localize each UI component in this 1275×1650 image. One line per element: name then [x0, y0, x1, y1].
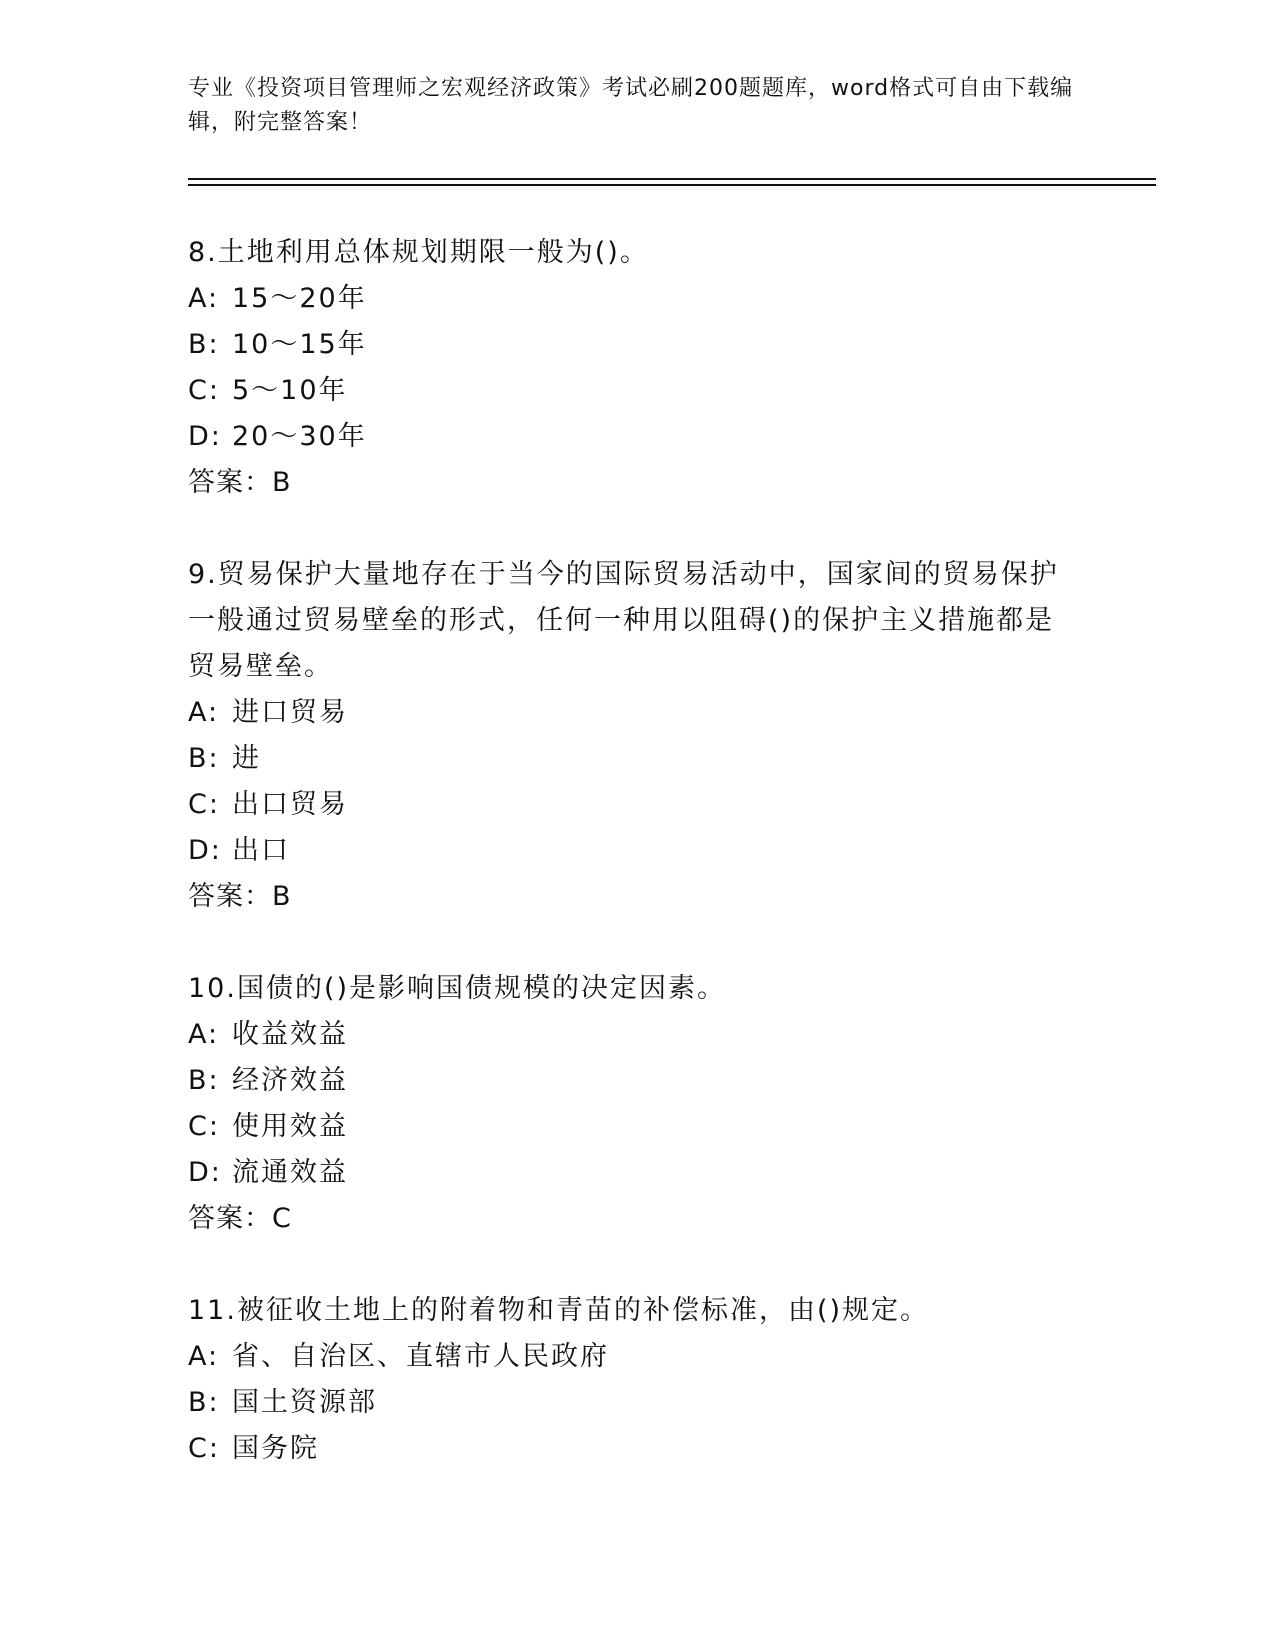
option-d	[188, 828, 1078, 874]
question-stem: 9.贸易保护大量地存在于当今的国际贸易活动中，国家间的贸易保护一般通过贸易壁垒的形式，任何一种用以阻碍()的保护主义措施都是贸易壁垒。	[188, 559, 1059, 682]
option-letter: B:	[188, 1387, 220, 1418]
question-10	[188, 966, 1078, 1242]
option-text: 省、自治区、直辖市人民政府	[232, 1341, 609, 1372]
question-list	[188, 230, 1078, 1518]
option-b	[188, 736, 1078, 782]
option-b	[188, 1058, 1078, 1104]
option-letter: D:	[188, 421, 222, 452]
option-a	[188, 690, 1078, 736]
option-letter: B:	[188, 743, 220, 774]
option-c	[188, 1104, 1078, 1150]
option-a	[188, 1334, 1078, 1380]
option-letter: A:	[188, 283, 220, 314]
option-text: 进	[232, 743, 261, 774]
option-d	[188, 1150, 1078, 1196]
option-b	[188, 1380, 1078, 1426]
option-c	[188, 1426, 1078, 1472]
option-text: 10～15年	[232, 329, 367, 360]
question-9	[188, 552, 1078, 920]
option-letter: C:	[188, 375, 220, 406]
option-letter: C:	[188, 1433, 220, 1464]
option-text: 出口贸易	[232, 789, 348, 820]
header-divider-bottom	[188, 184, 1156, 186]
option-text: 出口	[232, 835, 290, 866]
option-text: 15～20年	[232, 283, 367, 314]
option-letter: A:	[188, 1019, 220, 1050]
question-stem: 8.土地利用总体规划期限一般为()。	[188, 237, 649, 268]
answer-line: 答案：B	[188, 467, 292, 498]
option-text: 国土资源部	[232, 1387, 377, 1418]
option-letter: B:	[188, 1065, 220, 1096]
option-text: 使用效益	[232, 1111, 348, 1142]
option-text: 收益效益	[232, 1019, 348, 1050]
option-a	[188, 276, 1078, 322]
answer-line: 答案：B	[188, 881, 292, 912]
option-c	[188, 368, 1078, 414]
option-letter: D:	[188, 835, 222, 866]
option-letter: C:	[188, 1111, 220, 1142]
option-c	[188, 782, 1078, 828]
option-text: 国务院	[232, 1433, 319, 1464]
option-a	[188, 1012, 1078, 1058]
option-letter: B:	[188, 329, 220, 360]
question-11	[188, 1288, 1078, 1472]
option-letter: A:	[188, 1341, 220, 1372]
option-letter: D:	[188, 1157, 222, 1188]
option-letter: A:	[188, 697, 220, 728]
question-8	[188, 230, 1078, 506]
option-text: 5～10年	[232, 375, 348, 406]
header-divider-top	[188, 178, 1156, 180]
option-text: 流通效益	[232, 1157, 348, 1188]
option-text: 进口贸易	[232, 697, 348, 728]
option-d	[188, 414, 1078, 460]
option-text: 经济效益	[232, 1065, 348, 1096]
option-text: 20～30年	[232, 421, 367, 452]
document-header: 专业《投资项目管理师之宏观经济政策》考试必刷200题题库，word格式可自由下载编辑，附完整答案！	[188, 76, 1074, 135]
question-stem: 11.被征收土地上的附着物和青苗的补偿标准，由()规定。	[188, 1295, 930, 1326]
question-stem: 10.国债的()是影响国债规模的决定因素。	[188, 973, 727, 1004]
option-letter: C:	[188, 789, 220, 820]
answer-line: 答案：C	[188, 1203, 292, 1234]
option-b	[188, 322, 1078, 368]
